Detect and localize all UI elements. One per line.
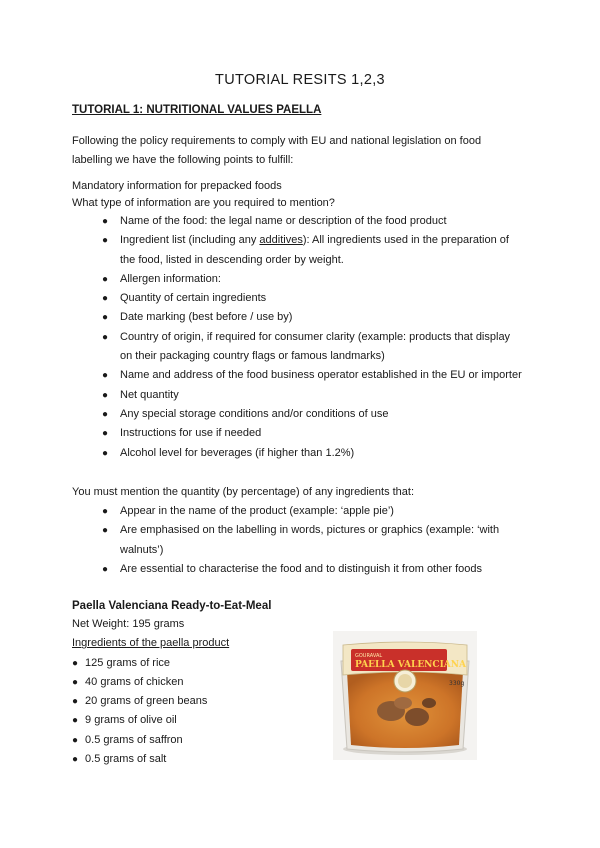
mandatory-list (102, 212, 532, 463)
list-item: ● Country of origin, if required for consumer clarity (example: products that display on their packaging country flags or famous landmarks) (102, 328, 532, 367)
bullet-icon: ● (102, 235, 109, 247)
package-brand: GOURAVAL (355, 653, 383, 659)
package-name: PAELLA VALENCIANA (355, 660, 466, 670)
bullet-icon: ● (102, 525, 109, 537)
list-item: ● Allergen information: (102, 270, 532, 289)
list-item: ● Net quantity (102, 386, 532, 405)
bullet-icon: ● (102, 293, 109, 305)
ingredients-block (72, 615, 229, 769)
paella-product-image (333, 631, 477, 760)
list-item: ● 20 grams of green beans (72, 695, 208, 708)
mandatory-title: Mandatory information for prepacked foods (72, 180, 282, 192)
bullet-icon: ● (102, 389, 109, 401)
bullet-icon: ● (102, 331, 109, 343)
bullet-icon: ● (102, 428, 109, 440)
list-item: ● Alcohol level for beverages (if higher than 1.2%) (102, 444, 532, 463)
page-title: TUTORIAL RESITS 1,2,3 (215, 72, 385, 88)
intro-line-1: Following the policy requirements to comply with EU and national legislation on food (72, 135, 482, 147)
additives-link[interactable]: additives (259, 234, 303, 247)
bullet-icon: ● (102, 563, 109, 575)
bullet-icon: ● (102, 506, 109, 517)
list-item: ● Ingredient list (including any additives): All ingredients used in the preparation of the food, listed in descending order by weight. (102, 231, 532, 270)
bullet-icon: ● (102, 370, 109, 382)
list-item: ● Appear in the name of the product (example: ‘apple pie’) (102, 502, 532, 521)
bullet-icon: ● (72, 715, 79, 727)
bullet-icon: ● (102, 312, 109, 324)
list-item: ● 0.5 grams of saffron (72, 733, 183, 746)
paella-tray-illustration (333, 631, 477, 760)
bullet-icon: ● (102, 408, 109, 420)
list-item: ● Date marking (best before / use by) (102, 308, 532, 327)
bullet-icon: ● (72, 676, 79, 688)
bullet-icon: ● (72, 754, 79, 766)
net-weight: Net Weight: 195 grams (72, 618, 185, 630)
product-title: Paella Valenciana Ready-to-Eat-Meal (72, 600, 272, 612)
bullet-icon: ● (72, 696, 79, 708)
list-item: ● Are essential to characterise the food and to distinguish it from other foods (102, 560, 532, 579)
bullet-icon: ● (102, 447, 109, 459)
intro-line-2: labelling we have the following points to fulfill: (72, 154, 294, 166)
ingredients-title: Ingredients of the paella product (72, 637, 230, 650)
list-item: ● Instructions for use if needed (102, 424, 532, 443)
quantity-intro: You must mention the quantity (by percentage) of any ingredients that: (72, 486, 415, 498)
list-item: ● 125 grams of rice (72, 656, 171, 669)
package-weight: 330g (449, 680, 465, 687)
tutorial-1-heading: TUTORIAL 1: NUTRITIONAL VALUES PAELLA (72, 104, 322, 116)
bullet-icon: ● (102, 273, 109, 285)
quantity-list (102, 502, 532, 579)
bullet-icon: ● (72, 657, 79, 669)
intro-paragraph (72, 132, 481, 170)
bullet-icon: ● (72, 734, 79, 746)
list-item: ● Any special storage conditions and/or conditions of use (102, 405, 532, 424)
list-item: ● Name and address of the food business operator established in the EU or importer (102, 366, 532, 385)
mandatory-question: What type of information are you required to mention? (72, 197, 335, 209)
mandatory-section (72, 177, 335, 213)
list-item: ● 40 grams of chicken (72, 675, 184, 688)
bullet-icon: ● (102, 216, 109, 227)
list-item: ● 9 grams of olive oil (72, 714, 177, 727)
list-item: ● Name of the food: the legal name or description of the food product (102, 212, 532, 231)
list-item: ● 0.5 grams of salt (72, 753, 167, 766)
list-item: ● Quantity of certain ingredients (102, 289, 532, 308)
list-item: ● Are emphasised on the labelling in words, pictures or graphics (example: ‘with walnuts’) (102, 521, 532, 560)
